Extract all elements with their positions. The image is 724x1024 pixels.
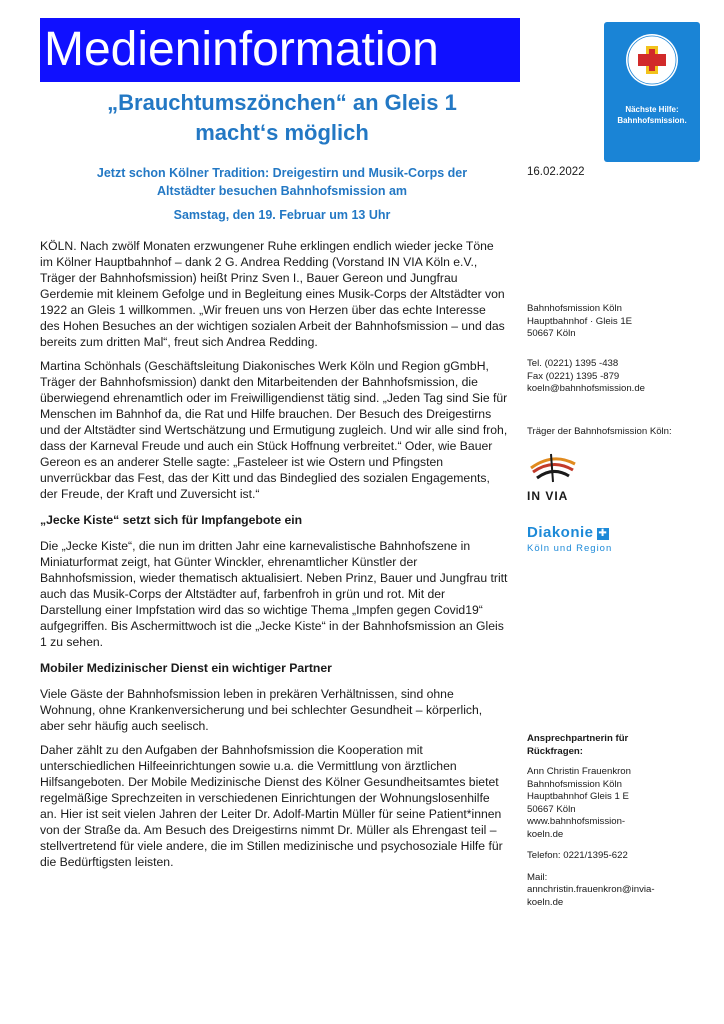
- section-heading: „Jecke Kiste“ setzt sich für Impfangebote ein: [40, 513, 303, 527]
- contact-website[interactable]: www.bahnhofsmission-: [527, 816, 626, 827]
- mail-label: Mail:: [527, 871, 548, 883]
- contact-title-line: Rückfragen:: [527, 745, 583, 757]
- contact-address: [527, 766, 707, 841]
- sender-address: [527, 303, 707, 341]
- contact-title: [527, 733, 707, 758]
- bahnhofsmission-emblem-icon: [624, 32, 680, 88]
- address-line: Hauptbahnhof · Gleis 1E: [527, 315, 633, 327]
- invia-wordmark: IN VIA: [527, 489, 569, 503]
- section-heading: Mobiler Medizinischer Dienst ein wichtiger Partner: [40, 661, 332, 675]
- event-date-line: Samstag, den 19. Februar um 13 Uhr: [173, 208, 391, 222]
- contact-name: Ann Christin Frauenkron: [527, 766, 631, 777]
- contact-title-line: Ansprechpartnerin für: [527, 733, 629, 744]
- release-date: 16.02.2022: [527, 166, 585, 178]
- subheadline-line: Altstädter besuchen Bahnhofsmission am: [156, 184, 408, 198]
- cross-icon: ✚: [598, 528, 607, 539]
- logo-caption-line: Nächste Hilfe:: [625, 105, 679, 114]
- contact-person-block: [527, 733, 707, 918]
- traeger-label: Träger der Bahnhofsmission Köln:: [527, 426, 672, 437]
- contact-email[interactable]: koeln.de: [527, 896, 564, 908]
- contact-phone: Telefon: 0221/1395-622: [527, 850, 628, 861]
- contact-email[interactable]: annchristin.frauenkron@invia-: [527, 884, 655, 895]
- body-paragraph: Daher zählt zu den Aufgaben der Bahnhofsmission die Kooperation mit unterschiedlichen Hilfeeinrichtungen sowie u.a. die Vermittlung von ärztlichen Hilfsangeboten. Der Mobile Medizinische Dienst des Kölner Gesundheitsamtes bietet regelmäßige Sprechzeiten in verschiedenen Einrichtungen der Wohnungslosenhilfe an. Hier ist seit vielen Jahren der Leiter Dr. Adolf-Martin Müller für seine Patient*innen von der Straße da. Am Besuch des Dreigestirns nimmt Dr. Müller als Ehrengast teil – stellvertretend für viele andere, die im Stillen medizinische und psychosoziale Hilfe für die Bedürftigsten leisten.: [40, 743, 503, 869]
- contact-mail: [527, 872, 707, 910]
- press-body: [40, 238, 508, 878]
- sender-contact: [527, 358, 707, 396]
- press-headline: [40, 88, 524, 148]
- fax-number: Fax (0221) 1395 -879: [527, 370, 620, 382]
- address-line: Bahnhofsmission Köln: [527, 303, 622, 314]
- contact-street: Hauptbahnhof Gleis 1 E: [527, 791, 629, 802]
- body-paragraph: Die „Jecke Kiste“, die nun im dritten Jahr eine karnevalistische Bahnhofszene in Miniaturformat zeigt, hat Günter Winckler, ehrenamtlicher Künstler der Bahnhofsmission, wieder thematisch aktualisiert. Neben Prinz, Bauer und Jungfrau tritt auch das Musik-Corps der Altstädter auf, farbenfroh in grün und rot. Mit der Darstellung einer Impfstation wird das so wichtige Thema „Impfen gegen Covid19“ aufgegriffen. Bis Aschermittwoch ist die „Jecke Kiste“ in der Bahnhofsmission an Gleis 1 zu sehen.: [40, 539, 508, 649]
- phone-number: Tel. (0221) 1395 -438: [527, 358, 619, 369]
- press-subheadline: [40, 164, 524, 200]
- invia-emblem-icon: [527, 450, 579, 484]
- body-paragraph: Viele Gäste der Bahnhofsmission leben in prekären Verhältnissen, sind ohne Wohnung, ohne Krankenversicherung und bei schlechter Gesundheit – körperlich, aber sehr häufig auch seelisch.: [40, 687, 483, 733]
- diakonie-logo: [527, 524, 707, 554]
- email-link[interactable]: koeln@bahnhofsmission.de: [527, 383, 646, 394]
- contact-city: 50667 Köln: [527, 803, 576, 815]
- body-paragraph: KÖLN. Nach zwölf Monaten erzwungener Ruhe erklingen endlich wieder jecke Töne im Kölner Hauptbahnhof – dank 2 G. Andrea Redding (Vorstand IN VIA Köln e.V., Träger der Bahnhofsmission) heißt Prinz Sven I., Bauer Gereon und Jungfrau Gerdemie mit kleinem Gefolge und in Begleitung eines Musik-Corps der Altstädter von 1922 an Gleis 1 willkommen. „Wir freuen uns von Herzen über das echte Interesse des Hohen Besuches an der wichtigen sozialen Arbeit der Bahnhofsmission – und das bereits zum dritten Mal“, freut sich Andrea Redding.: [40, 239, 505, 349]
- contact-org: Bahnhofsmission Köln: [527, 778, 622, 790]
- page-banner-title: Medieninformation: [40, 18, 520, 82]
- subheadline-line: Jetzt schon Kölner Tradition: Dreigestirn und Musik-Corps der: [96, 166, 468, 180]
- bahnhofsmission-logo: [604, 22, 700, 162]
- logo-caption-line: Bahnhofsmission.: [617, 116, 687, 125]
- contact-website[interactable]: koeln.de: [527, 828, 564, 840]
- diakonie-region: Köln und Region: [527, 543, 613, 554]
- address-line: 50667 Köln: [527, 328, 576, 339]
- headline-line: macht‘s möglich: [195, 120, 369, 145]
- invia-logo: [527, 450, 587, 510]
- body-paragraph: Martina Schönhals (Geschäftsleitung Diakonisches Werk Köln und Region gGmbH, Träger der Bahnhofsmission) dankt den Mitarbeitenden der Bahnhofsmission, die überwiegend ehrenamtlich oder im Freiwilligendienst tätig sind. „Jeden Tag sind Sie für Menschen im Bahnhof da, die Rat und Hilfe brauchen. Der Besuch des Dreigestirns und der Altstädter sind Wertschätzung und Ermutigung zugleich. Und wir alle sind froh, dass der Karneval Freude und auch ein Stück Hoffnung verbreitet.“ Oder, wie Bauer Gereon es an anderer Stelle sagte: „Fasteleer ist wie Ostern und Pfingsten unverrückbar das Fest, das der Kitt und das Bindeglied des sozialen Engagements, der Freude, der Kraft und Zuversicht ist.“: [40, 359, 508, 501]
- diakonie-wordmark: Diakonie: [527, 524, 594, 541]
- headline-line: „Brauchtumszönchen“ an Gleis 1: [107, 90, 457, 115]
